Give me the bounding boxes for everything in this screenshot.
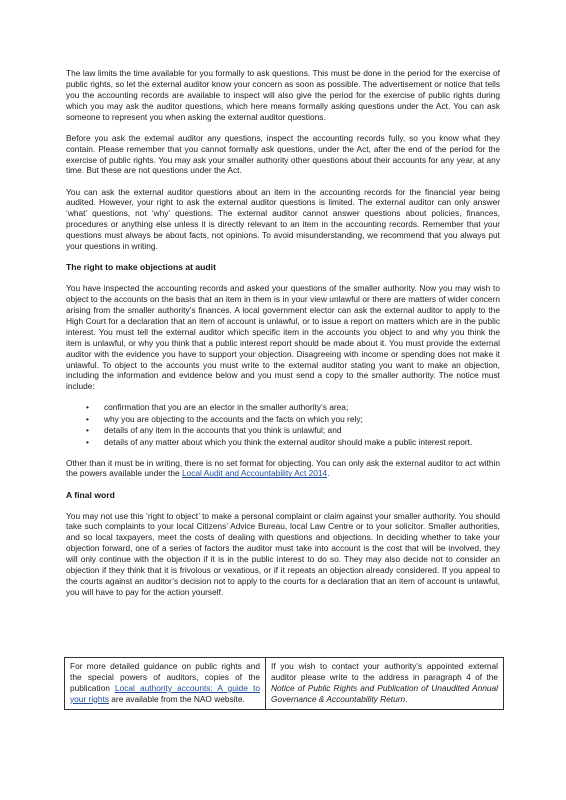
- heading-objections: The right to make objections at audit: [66, 262, 216, 273]
- info-box-contact-cell: If you wish to contact your authority’s appointed external auditor please write to the address in paragraph 4 of the Notice of Public Rights and Publication of Unaudited Annual Governance & Accountability Return.: [271, 661, 498, 704]
- bullet-icon: •: [86, 402, 89, 413]
- bullet-icon: •: [86, 425, 89, 436]
- act-2014-link[interactable]: Local Audit and Accountability Act 2014: [181, 468, 328, 479]
- notice-title: Notice of Public Rights and Publication of Unaudited Annual Governance & Accountability Return: [271, 682, 498, 704]
- paragraph-final-word: You may not use this ‘right to object’ to make a personal complaint or claim against your smaller authority. You should take such complaints to your local Citizens’ Advice Bureau, local Law Centre or to your solicitor. Smaller authorities, and so local taxpayers, meet the costs of dealing with questions and objections. In deciding whether to take your objection forward, one of a series of factors the auditor must take into account is the cost that will be involved, they will only continue with the objection if it is in the public interest to do so. They may also decide not to consider an objection if they think that it is frivolous or vexatious, or if it repeats an objection already considered. If you appeal to the courts against an auditor’s decision not to apply to the courts for a declaration that an item of account is unlawful, you will have to pay for the action yourself.: [66, 510, 500, 597]
- list-item: • confirmation that you are an elector in the smaller authority’s area;: [86, 402, 349, 413]
- bullet-icon: •: [86, 436, 89, 447]
- document-body: [66, 68, 500, 608]
- guide-to-your-rights-link[interactable]: Local authority accounts: A guide to your rights: [70, 682, 260, 704]
- paragraph-inspect-before-asking: Before you ask the external auditor any questions, inspect the accounting records fully, so you know what they contain. Please remember that you cannot formally ask questions, under the Act, after the end of the period for the exercise of public rights. You may ask your smaller authority other questions about their accounts for any year, at any time. But these are not questions under the Act.: [66, 132, 500, 176]
- info-box: [64, 657, 504, 710]
- list-item: • details of any matter about which you think the external auditor should make a public interest report.: [86, 436, 473, 447]
- paragraph-question-scope: You can ask the external auditor questions about an item in the accounting records for the financial year being audited. However, your right to ask the external auditor questions is limited. The external auditor can only answer ‘what’ questions, not ‘why’ questions. The external auditor cannot answer questions about policies, finances, procedures or anything else unless it is directly relevant to an item in the accounting records. Remember that your questions must always be about facts, not opinions. To avoid misunderstanding, we recommend that you always put your questions in writing.: [66, 186, 500, 252]
- heading-final-word: A final word: [66, 489, 115, 500]
- bullet-icon: •: [86, 413, 89, 424]
- paragraph-question-time-limit: The law limits the time available for you formally to ask questions. This must be done in the period for the exercise of public rights, so let the external auditor know your concern as soon as possible. The advertisement or notice that tells you the accounting records are available to inspect will also give the period for the exercise of public rights during which you may ask the auditor questions, which here means formally asking questions under the Act. You can ask someone to represent you when asking the external auditor questions.: [66, 68, 500, 122]
- paragraph-objection-format: Other than it must be in writing, there is no set format for objecting. You can only ask the external auditor to act within the powers available under the Local Audit and Accountability Act 2014.: [66, 457, 500, 479]
- info-box-guidance-cell: For more detailed guidance on public rights and the special powers of auditors, copies of the publication Local authority accounts: A guide to your rights are available from the NAO website.: [65, 658, 266, 709]
- paragraph-objections-intro: You have inspected the accounting records and asked your questions of the smaller authority. Now you may wish to object to the accounts on the basis that an item in them is in your view unlawful or there are matters of wider concern arising from the smaller authority’s finances. A local government elector can ask the external auditor to apply to the High Court for a declaration that an item of account is unlawful, or to issue a report on matters which are in the public interest. You must tell the external auditor which specific item in the accounts you object to and why you think the item is unlawful, or why you think that a public interest report should be made about it. You must provide the external auditor with the evidence you have to support your objection. Disagreeing with income or spending does not make it unlawful. To object to the accounts you must write to the external auditor stating you want to make an objection, including the information and evidence below and you must send a copy to the smaller authority. The notice must include:: [66, 283, 500, 392]
- list-item: • details of any item in the accounts that you think is unlawful; and: [86, 425, 342, 436]
- list-item: • why you are objecting to the accounts and the facts on which you rely;: [86, 413, 363, 424]
- objection-requirements-list: [66, 402, 500, 447]
